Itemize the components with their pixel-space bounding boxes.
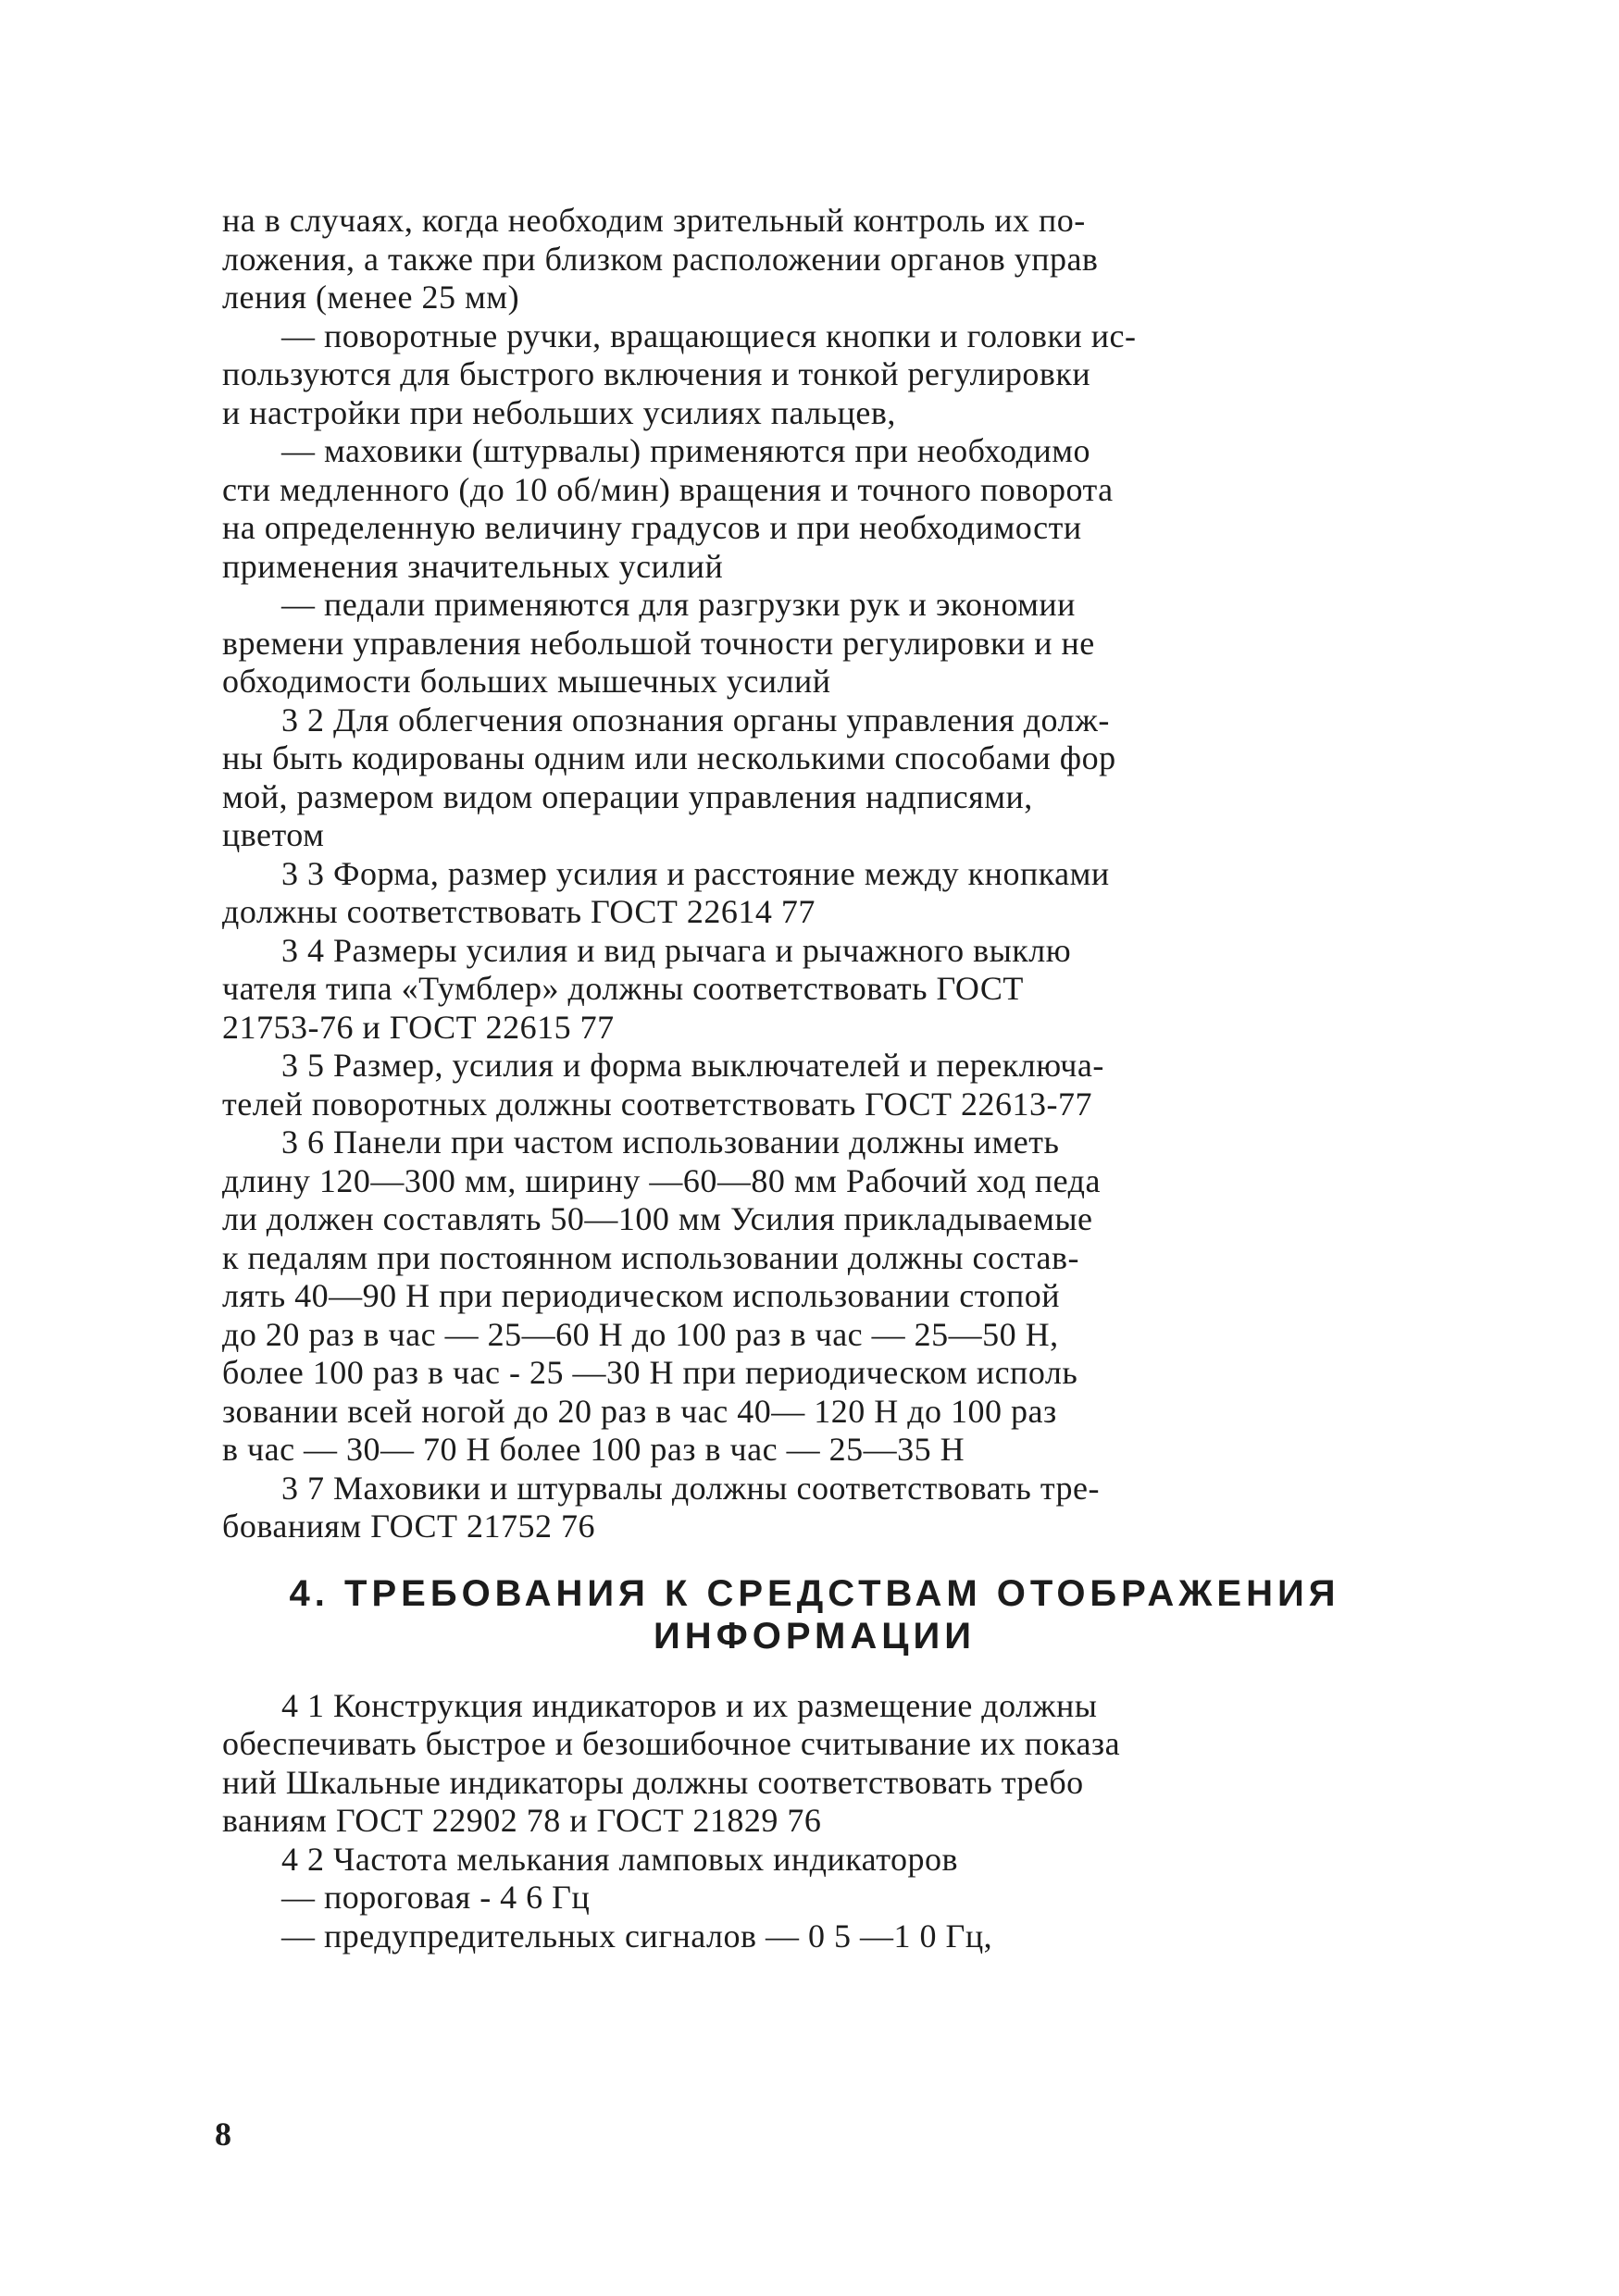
text-line: лять 40—90 Н при периодическом использовании стопой [222, 1277, 1060, 1314]
text-line: 4 1 Конструкция индикаторов и их размещение должны [281, 1686, 1098, 1724]
text-line: ний Шкальные индикаторы должны соответствовать требо [222, 1763, 1084, 1801]
text-line: времени управления небольшой точности регулировки и не [222, 624, 1095, 662]
text-line: ления (менее 25 мм) [222, 279, 520, 316]
page-number: 8 [215, 2116, 231, 2153]
text-line: более 100 раз в час - 25 —30 Н при периодическом исполь [222, 1354, 1078, 1391]
text-line: и настройки при небольших усилиях пальцев, [222, 393, 896, 431]
text-line: 3 3 Форма, размер усилия и расстояние между кнопками [281, 854, 1110, 892]
text-line: должны соответствовать ГОСТ 22614 77 [222, 893, 816, 930]
text-line: в час — 30— 70 Н более 100 раз в час — 25—35 Н [222, 1431, 965, 1468]
text-line: до 20 раз в час — 25—60 Н до 100 раз в час — 25—50 Н, [222, 1315, 1059, 1353]
text-line: бованиям ГОСТ 21752 76 [222, 1508, 596, 1545]
text-line: — пороговая - 4 6 Гц [281, 1879, 591, 1916]
text-line: пользуются для быстрого включения и тонкой регулировки [222, 355, 1091, 392]
text-line: 4 2 Частота мелькания ламповых индикаторов [281, 1840, 958, 1878]
text-line: — маховики (штурвалы) применяются при необходимо [281, 432, 1091, 469]
text-line: ны быть кодированы одним или несколькими способами фор [222, 739, 1116, 776]
text-line: сти медленного (до 10 об/мин) вращения и точного поворота [222, 470, 1114, 508]
text-line: 3 2 Для облегчения опознания органы управления долж- [281, 701, 1110, 738]
text-line: ваниям ГОСТ 22902 78 и ГОСТ 21829 76 [222, 1802, 822, 1839]
text-line: зовании всей ногой до 20 раз в час 40— 120 Н до 100 раз [222, 1392, 1057, 1430]
text-line: ли должен составлять 50—100 мм Усилия прикладываемые [222, 1200, 1093, 1237]
section-heading: 4. ТРЕБОВАНИЯ К СРЕДСТВАМ ОТОБРАЖЕНИЯ [289, 1572, 1340, 1614]
text-line: — поворотные ручки, вращающиеся кнопки и головки ис- [281, 316, 1137, 354]
text-line: 3 4 Размеры усилия и вид рычага и рычажного выклю [281, 931, 1072, 969]
text-line: мой, размером видом операции управления надписями, [222, 777, 1033, 815]
text-line: цветом [222, 816, 325, 853]
text-line: телей поворотных должны соответствовать ГОСТ 22613-77 [222, 1085, 1092, 1123]
text-line: — педали применяются для разгрузки рук и экономии [281, 586, 1076, 623]
text-line: 3 6 Панели при частом использовании должны иметь [281, 1123, 1060, 1160]
text-line: — предупредительных сигналов — 0 5 —1 0 Гц, [281, 1917, 993, 1955]
page-body [222, 202, 1407, 1955]
section-heading: ИНФОРМАЦИИ [654, 1615, 976, 1657]
text-line: ложения, а также при близком расположении органов управ [222, 240, 1099, 278]
text-line: чателя типа «Тумблер» должны соответствовать ГОСТ [222, 970, 1024, 1007]
text-line: к педалям при постоянном использовании должны состав- [222, 1238, 1079, 1276]
text-line: обеспечивать быстрое и безошибочное считывание их показа [222, 1725, 1121, 1762]
text-line: 3 5 Размер, усилия и форма выключателей и переключа- [281, 1047, 1104, 1084]
text-line: на определенную величину градусов и при необходимости [222, 509, 1082, 546]
text-line: обходимости больших мышечных усилий [222, 663, 831, 700]
text-line: применения значительных усилий [222, 547, 724, 585]
text-line: 21753-76 и ГОСТ 22615 77 [222, 1008, 615, 1046]
text-line: длину 120—300 мм, ширину —60—80 мм Рабочий ход педа [222, 1161, 1101, 1199]
text-line: 3 7 Маховики и штурвалы должны соответствовать тре- [281, 1469, 1100, 1507]
text-line: на в случаях, когда необходим зрительный контроль их по- [222, 202, 1086, 239]
